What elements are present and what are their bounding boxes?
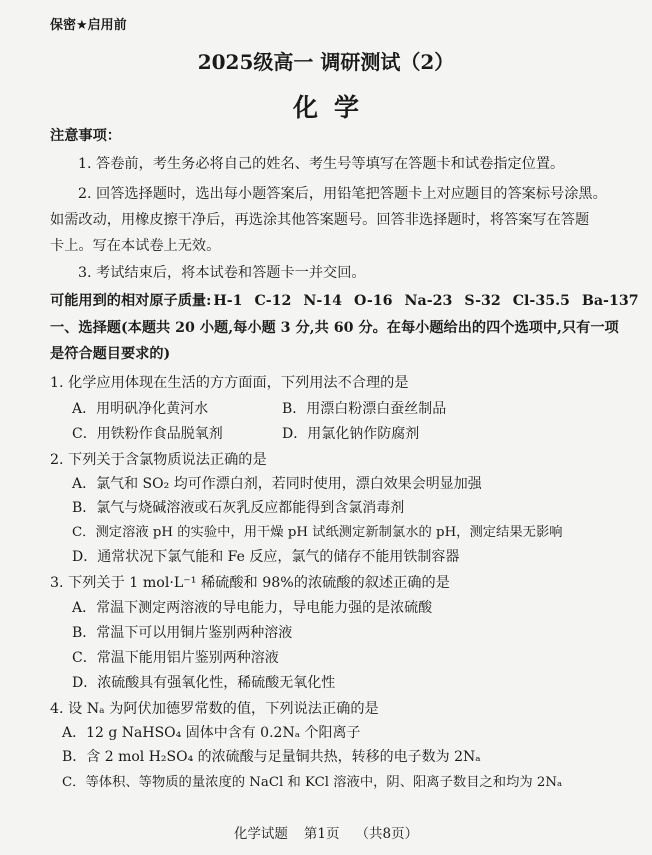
section-desc: (本题共 20 小题,每小题 3 分,共 60 分。在每小题给出的四个选项中,只有一项 <box>120 320 619 336</box>
note-item: 1. 答卷前，考生务必将自己的姓名、考生号等填写在答题卡和试卷指定位置。 <box>78 156 565 172</box>
atomic-masses <box>50 292 651 311</box>
mass-value: N-14 <box>303 293 343 309</box>
q1-stem: 1. 化学应用体现在生活的方方面面，下列用法不合理的是 <box>50 375 409 391</box>
q1-option-d: D．用氯化钠作防腐剂 <box>282 426 420 442</box>
q2-option-b: B．氯气与烧碱溶液或石灰乳反应都能得到含氯消毒剂 <box>72 500 405 516</box>
page-footer <box>0 822 652 842</box>
mass-value: Ba-137 <box>581 293 639 309</box>
exam-title: 2025级高一 调研测试（2） <box>197 50 455 74</box>
notes-heading: 注意事项： <box>50 128 121 144</box>
mass-value: Na-23 <box>404 293 453 309</box>
q3-option-b: B．常温下可以用铜片鉴别两种溶液 <box>72 625 293 641</box>
mass-value: H-1 <box>213 293 243 309</box>
atomic-masses-label: 可能用到的相对原子质量: <box>50 293 212 309</box>
section-title: 一、选择题 <box>50 320 121 336</box>
q4-option-c: C．等体积、等物质的量浓度的 NaCl 和 KCl 溶液中，阴、阳离子数目之和均为 2Nₐ <box>62 775 563 790</box>
secret-label: 保密★启用前 <box>50 18 127 33</box>
note-item: 3. 考试结束后，将本试卷和答题卡一并交回。 <box>78 265 366 281</box>
q4-stem: 4. 设 Nₐ 为阿伏加德罗常数的值，下列说法正确的是 <box>50 701 379 717</box>
q1-option-c: C．用铁粉作食品脱氧剂 <box>72 426 223 442</box>
note-item: 2. 回答选择题时，选出每小题答案后，用铅笔把答题卡上对应题目的答案标号涂黑。 <box>78 186 607 202</box>
q4-option-a: A．12 g NaHSO₄ 固体中含有 0.2Nₐ 个阳离子 <box>62 725 361 741</box>
q1-option-b: B．用漂白粉漂白蚕丝制品 <box>282 401 447 417</box>
mass-value: Cl-35.5 <box>512 293 570 309</box>
q3-stem: 3. 下列关于 1 mol·L⁻¹ 稀硫酸和 98%的浓硫酸的叙述正确的是 <box>50 575 450 591</box>
q1-option-a: A．用明矾净化黄河水 <box>72 401 209 417</box>
q3-option-c: C．常温下能用铝片鉴别两种溶液 <box>72 650 279 666</box>
q4-option-b: B．含 2 mol H₂SO₄ 的浓硫酸与足量铜共热，转移的电子数为 2Nₐ <box>62 749 481 765</box>
footer-subject: 化学试题 <box>233 826 288 842</box>
note-item: 如需改动，用橡皮擦干净后，再选涂其他答案题号。回答非选择题时，将答案写在答题 <box>50 212 590 228</box>
mass-value: O-16 <box>354 293 393 309</box>
q2-option-d: D．通常状况下氯气能和 Fe 反应，氯气的储存不能用铁制容器 <box>72 549 460 565</box>
q2-option-c: C．测定溶液 pH 的实验中，用干燥 pH 试纸测定新制氯水的 pH，测定结果无影响 <box>72 525 563 540</box>
q2-stem: 2. 下列关于含氯物质说法正确的是 <box>50 452 267 468</box>
footer-page: 第1页 <box>303 826 340 842</box>
footer-total: （共8页） <box>355 826 419 842</box>
mass-value: S-32 <box>464 293 501 309</box>
section-desc-cont: 是符合题目要求的) <box>50 346 171 362</box>
section-heading <box>50 319 619 338</box>
mass-value: C-12 <box>254 293 292 309</box>
q3-option-d: D．浓硫酸具有强氧化性，稀硫酸无氧化性 <box>72 675 336 691</box>
q3-option-a: A．常温下测定两溶液的导电能力，导电能力强的是浓硫酸 <box>72 600 433 616</box>
q2-option-a: A．氯气和 SO₂ 均可作漂白剂，若同时使用，漂白效果会明显加强 <box>72 476 482 492</box>
note-item: 卡上。写在本试卷上无效。 <box>50 238 221 254</box>
subject-title: 化学 <box>292 93 375 122</box>
